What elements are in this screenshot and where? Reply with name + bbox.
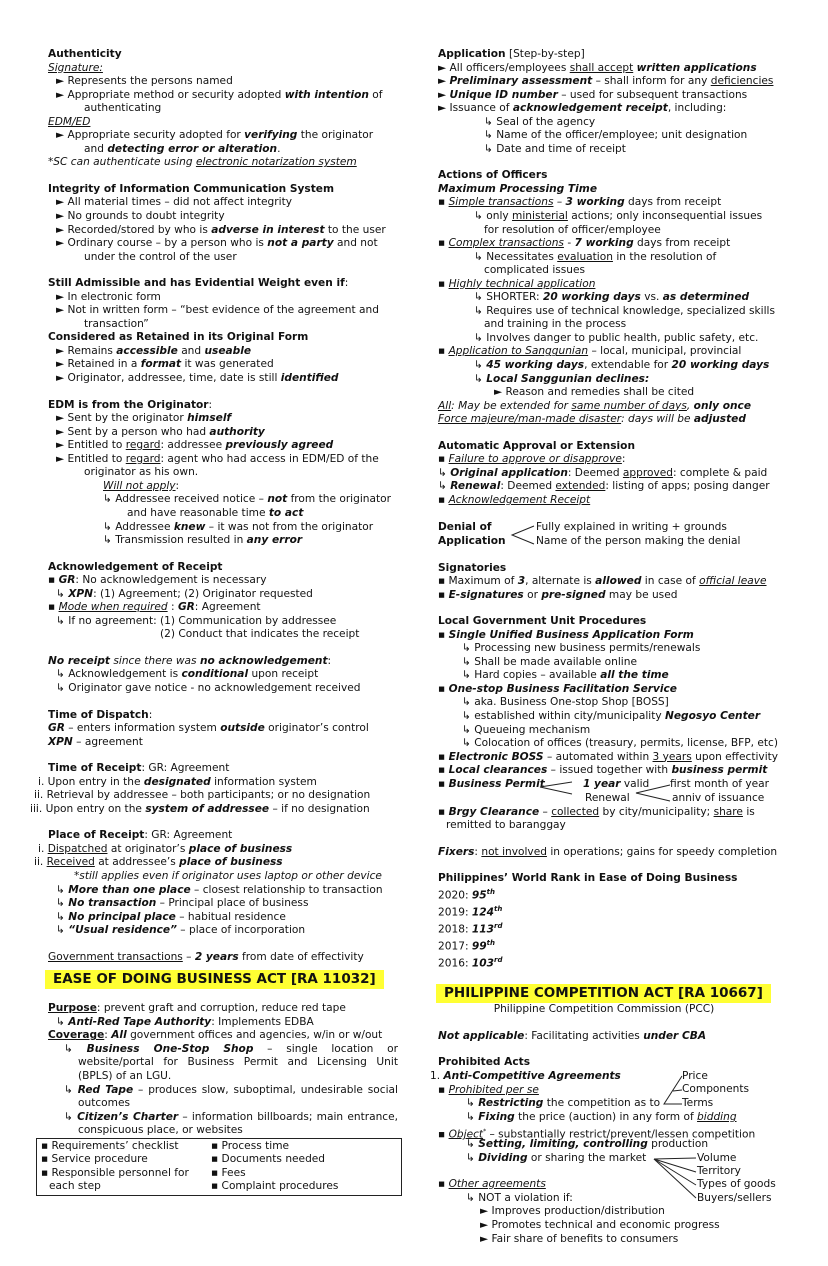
other-agreements-block: ▪ Other agreements Types of goods ↳ NOT a violation if: Buyers/sellers ► Improves production/distribution ► Promotes technical and economic progress ► Fair share of benefits to consumers (438, 1177, 776, 1245)
list-item: ► All officers/employees shall accept written applications (438, 61, 757, 74)
list-item: ↳ Anti-Red Tape Authority: Implements EDBA (56, 1015, 314, 1028)
world-rank-section (438, 872, 788, 971)
charter-item: ▪ Process time (211, 1139, 290, 1152)
list-item: ▪ Maximum of 3, alternate is allowed in case of official leave (438, 575, 767, 588)
section-title: Automatic Approval or Extension (438, 439, 635, 452)
section-title: Integrity of Information Communication System (48, 182, 334, 195)
section-title: Application [Step-by-step] (438, 48, 585, 60)
list-item: ↳ No transaction – Principal place of business (56, 897, 309, 910)
sub-item: ↳ Processing new business permits/renewals (462, 642, 701, 655)
list-item-continued: authenticating (84, 102, 162, 115)
list-item: ii. Received at addressee’s place of business (34, 856, 283, 869)
sub-item-continued: complicated issues (484, 264, 586, 277)
brace-connector (510, 521, 536, 549)
sub-item: ↳ Necessitates evaluation in the resolution of (474, 250, 717, 263)
denial-label: Denial of (438, 520, 492, 533)
restriction-item: Components (682, 1082, 750, 1095)
sub-item: ↳ Shall be made available online (462, 655, 637, 668)
list-item: ▪ Local clearances – issued together with business permit (438, 764, 768, 777)
list-item-continued: and detecting error or alteration. (84, 142, 281, 155)
list-item: ▪ Complex transactions - 7 working days from receipt (438, 237, 731, 250)
denial-item: Name of the person making the denial (536, 534, 741, 547)
sub-item: ↳ Local Sanggunian declines: (474, 372, 650, 385)
list-item: ↳ Original application: Deemed approved: complete & paid (438, 466, 768, 479)
signatories-section (438, 562, 788, 603)
sub-item: ↳ aka. Business One-stop Shop [BOSS] (462, 696, 669, 709)
purpose-line: Purpose: prevent graft and corruption, reduce red tape (48, 1002, 346, 1015)
list-item: ► Sent by the originator himself (56, 412, 232, 425)
list-item: ▪ Acknowledgement Receipt (438, 493, 591, 506)
subheading: EDM/ED (48, 115, 91, 128)
list-item: ► Represents the persons named (56, 75, 233, 88)
section-title: Prohibited Acts (438, 1056, 531, 1069)
sub-item: ↳ only ministerial actions; only inconsequential issues (474, 210, 763, 223)
list-item-continued: under the control of the user (84, 250, 237, 263)
originator-section (48, 399, 398, 548)
note: *still applies even if originator uses laptop or other device (74, 869, 382, 882)
list-item: ► Issuance of acknowledgement receipt, including: (438, 102, 727, 115)
market-item: Territory (697, 1164, 741, 1177)
list-item: ► Entitled to regard: addressee previously agreed (56, 439, 334, 452)
pca-act-title: PHILIPPINE COMPETITION ACT [RA 10667] (436, 984, 771, 1003)
denial-item: Fully explained in writing + grounds (536, 520, 727, 533)
pca-section (430, 984, 788, 1246)
sub-item: ↳ Date and time of receipt (484, 142, 626, 155)
business-permit-item: ▪ Business Permit 1 year valid first month of year Renewal anniv of issuance (438, 777, 770, 804)
automatic-approval-section (438, 440, 788, 508)
list-item: ▪ Electronic BOSS – automated within 3 years upon effectivity (438, 750, 779, 763)
permit-note: anniv of issuance (672, 791, 765, 804)
charter-item: ▪ Responsible personnel for each step (41, 1166, 189, 1193)
list-item: ↳ Citizen’s Charter – information billboards; main entrance, conspicuous place, or websites (64, 1110, 398, 1137)
admissible-section (48, 277, 398, 385)
list-item: ► Preliminary assessment – shall inform for any deficiencies (438, 75, 774, 88)
list-item: ▪ Single Unified Business Application Form (438, 628, 694, 641)
citizens-charter-box (36, 1138, 402, 1196)
list-item: XPN – agreement (48, 735, 143, 748)
sub-item: ↳ Addressee knew – it was not from the originator (103, 520, 374, 533)
sub-item: ↳ Requires use of technical knowledge, specialized skills (474, 304, 775, 317)
brace-connector (538, 778, 578, 806)
pca-subtitle: Philippine Competition Commission (PCC) (493, 1003, 715, 1016)
lgu-section (438, 615, 788, 833)
subheading: Will not apply: (103, 479, 180, 492)
charter-item: ▪ Requirements’ checklist (41, 1139, 179, 1152)
section-title: No receipt since there was no acknowledgement: (48, 654, 332, 667)
list-item-continued: remitted to baranggay (446, 819, 566, 832)
list-item: ↳ If no agreement: (1) Communication by addressee (56, 614, 337, 627)
list-item: ► Recorded/stored by who is adverse in interest to the user (56, 223, 386, 236)
rank-row: 2020: 95th (438, 887, 495, 902)
edb-act-title: EASE OF DOING BUSINESS ACT [RA 11032] (45, 970, 384, 989)
list-item: ► Ordinary course – by a person who is not a party and not (56, 237, 378, 250)
list-item: ► Entitled to regard: agent who had access in EDM/ED of the (56, 452, 379, 465)
charter-item: ▪ Service procedure (41, 1153, 148, 1166)
list-item: ► No grounds to doubt integrity (56, 210, 225, 223)
list-item: i. Upon entry in the designated information system (38, 775, 317, 788)
rank-row: 2016: 103rd (438, 956, 503, 970)
list-item: ▪ One-stop Business Facilitation Service (438, 682, 677, 695)
sub-item: ↳ Addressee received notice – not from the originator (103, 493, 391, 506)
list-item-continued: originator as his own. (84, 466, 199, 479)
section-title: Acknowledgement of Receipt (48, 560, 223, 573)
brace-connector (662, 1070, 684, 1110)
rank-row: 2017: 99th (438, 939, 495, 953)
section-title: Time of Dispatch: (48, 708, 153, 721)
list-item: ▪ Failure to approve or disapprove: (438, 453, 626, 466)
denial-label: Application (438, 534, 506, 547)
sub-item: ↳ Colocation of offices (treasury, permits, license, BFP, etc) (462, 737, 778, 750)
list-item: ► Remains accessible and useable (56, 344, 252, 357)
list-item: ▪ E-signatures or pre-signed may be used (438, 588, 678, 601)
no-receipt-section (48, 655, 398, 696)
charter-item: ▪ Complaint procedures (211, 1180, 339, 1193)
section-title: Actions of Officers (438, 169, 548, 182)
list-item-continued: (2) Conduct that indicates the receipt (160, 628, 360, 641)
sub-item: ↳ Name of the officer/employee; unit designation (484, 129, 748, 142)
list-item: ↳ Originator gave notice - no acknowledgement received (56, 681, 361, 694)
list-item: ► Unique ID number – used for subsequent transactions (438, 88, 748, 101)
integrity-section (48, 183, 398, 264)
market-item: Buyers/sellers (697, 1191, 772, 1204)
dispatch-section (48, 709, 398, 750)
list-item-continued: transaction” (84, 317, 149, 330)
list-item: ► Not in written form – “best evidence of the agreement and (56, 304, 379, 317)
restriction-item: Price (682, 1069, 708, 1082)
list-item: ▪ Application to Sanggunian – local, municipal, provincial (438, 345, 742, 358)
list-item: ↳ Red Tape – produces slow, suboptimal, undesirable social outcomes (64, 1083, 398, 1110)
section-title: Signatories (438, 561, 507, 574)
sub-item: ↳ Seal of the agency (484, 115, 596, 128)
coverage-line: Coverage: All government offices and agencies, w/in or w/out (48, 1029, 383, 1042)
list-item: ↳ Renewal: Deemed extended: listing of apps; posing danger (438, 480, 770, 493)
sub-item-continued: and have reasonable time to act (127, 506, 304, 519)
section-title: Local Government Unit Procedures (438, 615, 647, 628)
sub-item-continued: and training in the process (484, 318, 627, 331)
sub-item: ► Reason and remedies shall be cited (494, 386, 695, 399)
list-item: ↳ More than one place – closest relationship to transaction (56, 883, 383, 896)
section-title: Still Admissible and has Evidential Weight even if: (48, 277, 349, 290)
list-item: ► Retained in a format it was generated (56, 358, 274, 371)
time-of-receipt-section (30, 762, 398, 816)
application-section (438, 48, 788, 156)
sub-item: ► Fair share of benefits to consumers (480, 1232, 679, 1245)
charter-item: ▪ Documents needed (211, 1153, 326, 1166)
market-division-block: ↳ Setting, limiting, controlling production ↳ Dividing or sharing the market Volume Territory (438, 1138, 788, 1178)
not-applicable-line: Not applicable: Facilitating activities under CBA (438, 1029, 707, 1042)
sub-item: ► Promotes technical and economic progress (480, 1218, 720, 1231)
subheading: Signature: (48, 61, 103, 74)
rank-row: 2018: 113rd (438, 922, 503, 936)
list-item: ► Appropriate method or security adopted with intention of (56, 88, 383, 101)
section-title: Place of Receipt: GR: Agreement (48, 829, 233, 842)
list-item: ↳ “Usual residence” – place of incorporation (56, 924, 306, 937)
list-item: GR – enters information system outside originator’s control (48, 722, 369, 735)
list-item: ▪ Mode when required : GR: Agreement (48, 601, 261, 614)
place-of-receipt-section (34, 829, 398, 937)
list-item: ► Originator, addressee, time, date is still identified (56, 372, 339, 385)
note: Force majeure/man-made disaster: days will be adjusted (438, 413, 746, 426)
note: *SC can authenticate using electronic notarization system (48, 156, 357, 169)
section-title: Considered as Retained in its Original Form (48, 331, 309, 344)
list-item: ↳ XPN: (1) Agreement; (2) Originator requested (56, 587, 313, 600)
authenticity-section (48, 48, 398, 170)
list-item: ► Sent by a person who had authority (56, 425, 265, 438)
list-item: ii. Retrieval by addressee – both participants; or no designation (34, 789, 371, 802)
sub-item: ↳ Transmission resulted in any error (103, 534, 303, 547)
acknowledgement-section (48, 561, 398, 642)
list-item: ▪ Brgy Clearance – collected by city/municipality; share is (438, 805, 755, 818)
list-item: ► Appropriate security adopted for verifying the originator (56, 129, 374, 142)
right-column (430, 48, 788, 1246)
permit-note: Renewal (585, 791, 630, 804)
restriction-item: Terms (682, 1096, 714, 1109)
market-item: Volume (697, 1151, 737, 1164)
rank-row: 2019: 124th (438, 904, 503, 919)
left-column (30, 48, 398, 1196)
section-title: Time of Receipt: GR: Agreement (48, 762, 230, 775)
list-item: i. Dispatched at originator’s place of business (38, 842, 293, 855)
charter-item: ▪ Fees (211, 1166, 246, 1179)
charter-item-group (211, 1167, 391, 1194)
edb-section (48, 1002, 398, 1137)
sub-item: ↳ NOT a violation if: (466, 1191, 573, 1204)
sub-item: ↳ Involves danger to public health, public safety, etc. (474, 331, 759, 344)
section-title: Authenticity (48, 48, 122, 60)
section-title: EDM is from the Originator: (48, 398, 213, 411)
government-transactions-line: Government transactions – 2 years from date of effectivity (48, 950, 364, 963)
sub-item: ↳ Queueing mechanism (462, 723, 591, 736)
permit-note: first month of year (670, 777, 770, 790)
anti-competitive-block: 1. Anti-Competitive Agreements ▪ Prohibited per se ↳ Restricting the competition as to Price Components Terms ↳ Fixing the price (auction) in any form of bidding ▪ Object* – substantially restrict/prevent/lessen competition (430, 1069, 756, 1141)
section-title: Philippines’ World Rank in Ease of Doing Business (438, 872, 738, 885)
note: All: May be extended for same number of days, only once (438, 399, 752, 412)
list-item: ► In electronic form (56, 290, 161, 303)
list-item: ↳ No principal place – habitual residence (56, 910, 286, 923)
actions-section (438, 169, 788, 426)
list-item: iii. Upon entry on the system of addressee – if no designation (30, 802, 370, 815)
list-item: ▪ GR: No acknowledgement is necessary (48, 574, 267, 587)
sub-item: ↳ established within city/municipality Negosyo Center (462, 709, 761, 722)
list-item: ↳ Business One-Stop Shop – single location or website/portal for Business Permit and Licensing Unit (BPLS) of an LGU. (64, 1042, 398, 1082)
sub-item: ► Improves production/distribution (480, 1204, 665, 1217)
sub-item: ↳ Hard copies – available all the time (462, 669, 669, 682)
fixers-line: Fixers: not involved in operations; gains for speedy completion (438, 845, 778, 858)
sub-item: ↳ SHORTER: 20 working days vs. as determined (474, 291, 750, 304)
brace-connector (634, 778, 674, 806)
sub-item: ↳ 45 working days, extendable for 20 working days (474, 359, 770, 372)
denial-section (438, 521, 788, 549)
market-item: Types of goods (697, 1177, 776, 1190)
subheading: Maximum Processing Time (438, 182, 598, 195)
sub-item-continued: for resolution of officer/employee (484, 223, 661, 236)
list-item: ↳ Acknowledgement is conditional upon receipt (56, 668, 319, 681)
list-item: ▪ Highly technical application (438, 277, 596, 290)
list-item: ► All material times – did not affect integrity (56, 196, 292, 209)
list-item: ▪ Simple transactions – 3 working days from receipt (438, 196, 722, 209)
